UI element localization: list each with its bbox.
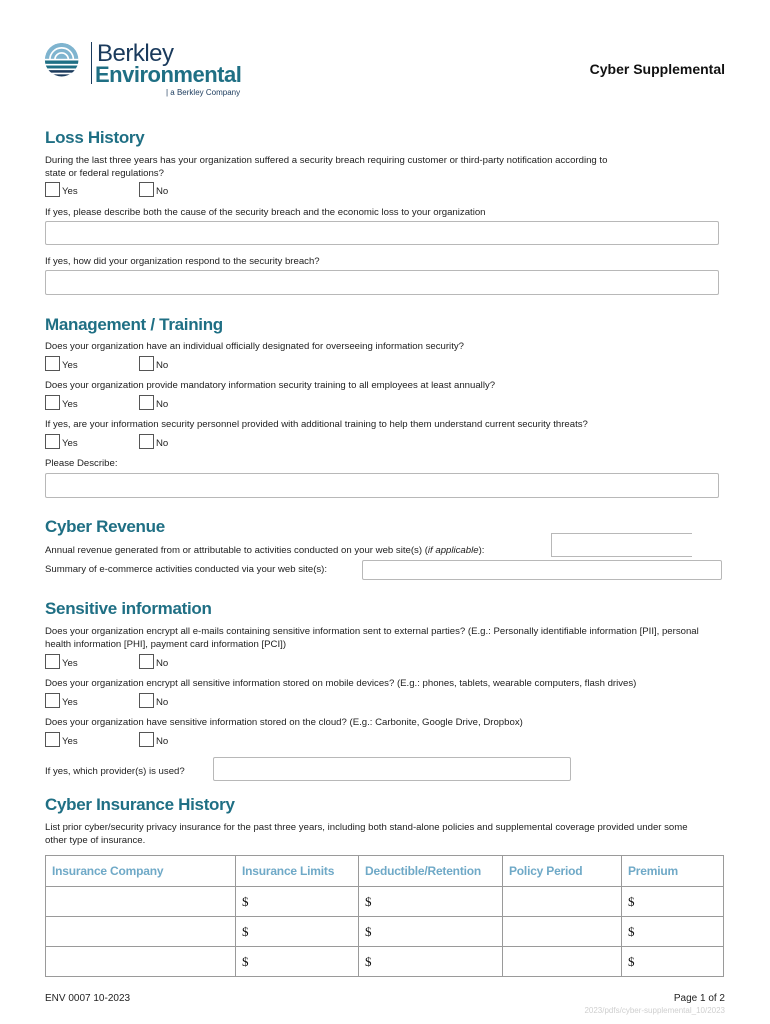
insurance-limits-cell[interactable]: $: [236, 947, 359, 977]
sensitive-provider-field[interactable]: [213, 757, 571, 781]
mgmt-question-additional-training: If yes, are your information security personnel provided with additional training to help them understand current security threats?: [45, 419, 588, 430]
sensitive-cloud-yes-checkbox[interactable]: Yes: [45, 732, 78, 747]
loss-cause-field[interactable]: [45, 221, 719, 245]
checkbox-box[interactable]: [139, 356, 154, 371]
sensitive-question-cloud: Does your organization have sensitive information stored on the cloud? (E.g.: Carbonite, Google Drive, Dropbox): [45, 717, 523, 728]
brand-division: Environmental: [95, 62, 242, 87]
revenue-summary-field[interactable]: [362, 560, 722, 580]
mgmt-training-no-checkbox[interactable]: No: [139, 395, 168, 410]
page-number: Page 1 of 2: [673, 993, 725, 1004]
insurance-limits-cell[interactable]: $: [236, 917, 359, 947]
insurance-intro: List prior cyber/security privacy insurance for the past three years, including both stand-alone policies and supplemental coverage provided under some other type of insurance.: [45, 822, 688, 846]
checkbox-box[interactable]: [139, 182, 154, 197]
checkbox-box[interactable]: [45, 732, 60, 747]
mgmt-question-training: Does your organization provide mandatory information security training to all employees at least annually?: [45, 380, 496, 391]
policy-period-cell[interactable]: [503, 917, 622, 947]
brand-name: Berkley: [97, 40, 174, 67]
sensitive-email-no-checkbox[interactable]: No: [139, 654, 168, 669]
checkbox-box[interactable]: [139, 732, 154, 747]
brand-divider: [91, 42, 92, 84]
insurance-company-cell[interactable]: [46, 887, 236, 917]
mgmt-describe-label: Please Describe:: [45, 458, 118, 469]
sensitive-question-provider: If yes, which provider(s) is used?: [45, 766, 185, 777]
loss-question-breach: During the last three years has your organization suffered a security breach requiring customer or third-party notification according to state or federal regulations?: [45, 155, 608, 179]
sensitive-question-mobile: Does your organization encrypt all sensitive information stored on mobile devices? (E.g.: phones, tablets, wearable computers, flash drives): [45, 678, 637, 689]
checkbox-box[interactable]: [139, 654, 154, 669]
deductible-cell[interactable]: $: [359, 917, 503, 947]
brand-tagline: | a Berkley Company: [166, 88, 241, 97]
sensitive-mobile-no-checkbox[interactable]: No: [139, 693, 168, 708]
checkbox-box[interactable]: [45, 182, 60, 197]
sensitive-cloud-no-checkbox[interactable]: No: [139, 732, 168, 747]
premium-cell[interactable]: $: [622, 917, 724, 947]
section-heading-cyber-revenue: Cyber Revenue: [45, 517, 165, 536]
checkbox-box[interactable]: [45, 356, 60, 371]
checkbox-box[interactable]: [45, 654, 60, 669]
document-title: Cyber Supplemental: [589, 61, 725, 77]
mgmt-designated-no-checkbox[interactable]: No: [139, 356, 168, 371]
revenue-annual-field[interactable]: [551, 533, 692, 557]
premium-cell[interactable]: $: [622, 947, 724, 977]
mgmt-question-designated: Does your organization have an individual officially designated for overseeing information security?: [45, 341, 464, 352]
revenue-question-annual: Annual revenue generated from or attributable to activities conducted on your web site(s) (if applicable):: [45, 545, 485, 556]
checkbox-box[interactable]: [45, 395, 60, 410]
mgmt-training-yes-checkbox[interactable]: Yes: [45, 395, 78, 410]
premium-cell[interactable]: $: [622, 887, 724, 917]
table-header-row: [46, 856, 724, 887]
policy-period-cell[interactable]: [503, 887, 622, 917]
insurance-company-cell[interactable]: [46, 947, 236, 977]
sensitive-question-email: Does your organization encrypt all e-mails containing sensitive information sent to external parties? (E.g.: Personally identifiable information [PII], personal health information [PHI], payment card information [PCI]): [45, 626, 699, 650]
column-header: Deductible/Retention: [359, 856, 503, 887]
table-row: [46, 917, 724, 947]
column-header: Insurance Limits: [236, 856, 359, 887]
section-heading-loss-history: Loss History: [45, 128, 145, 147]
checkbox-box[interactable]: [45, 434, 60, 449]
mgmt-additional-no-checkbox[interactable]: No: [139, 434, 168, 449]
sensitive-mobile-yes-checkbox[interactable]: Yes: [45, 693, 78, 708]
loss-response-field[interactable]: [45, 270, 719, 295]
section-heading-management: Management / Training: [45, 315, 223, 334]
column-header: Policy Period: [503, 856, 622, 887]
footer-file-reference: 2023/pdfs/cyber-supplemental_10/2023: [584, 1006, 725, 1015]
column-header: Insurance Company: [46, 856, 236, 887]
form-number: ENV 0007 10-2023: [45, 993, 131, 1004]
section-heading-insurance-history: Cyber Insurance History: [45, 795, 235, 814]
loss-breach-yes-checkbox[interactable]: Yes: [45, 182, 78, 197]
sensitive-email-yes-checkbox[interactable]: Yes: [45, 654, 78, 669]
mgmt-additional-yes-checkbox[interactable]: Yes: [45, 434, 78, 449]
revenue-question-summary: Summary of e-commerce activities conducted via your web site(s):: [45, 564, 328, 575]
section-heading-sensitive: Sensitive information: [45, 599, 212, 618]
table-row: [46, 947, 724, 977]
checkbox-box[interactable]: [139, 693, 154, 708]
table-row: [46, 887, 724, 917]
policy-period-cell[interactable]: [503, 947, 622, 977]
column-header: Premium: [622, 856, 724, 887]
loss-breach-no-checkbox[interactable]: No: [139, 182, 168, 197]
insurance-history-table: [45, 855, 724, 977]
insurance-limits-cell[interactable]: $: [236, 887, 359, 917]
checkbox-box[interactable]: [139, 395, 154, 410]
berkley-logo: [44, 42, 86, 84]
deductible-cell[interactable]: $: [359, 887, 503, 917]
mgmt-designated-yes-checkbox[interactable]: Yes: [45, 356, 78, 371]
mgmt-describe-field[interactable]: [45, 473, 719, 498]
checkbox-box[interactable]: [139, 434, 154, 449]
loss-question-cause: If yes, please describe both the cause of the security breach and the economic loss to your organization: [45, 207, 486, 218]
insurance-company-cell[interactable]: [46, 917, 236, 947]
loss-question-response: If yes, how did your organization respond to the security breach?: [45, 256, 320, 267]
checkbox-box[interactable]: [45, 693, 60, 708]
deductible-cell[interactable]: $: [359, 947, 503, 977]
